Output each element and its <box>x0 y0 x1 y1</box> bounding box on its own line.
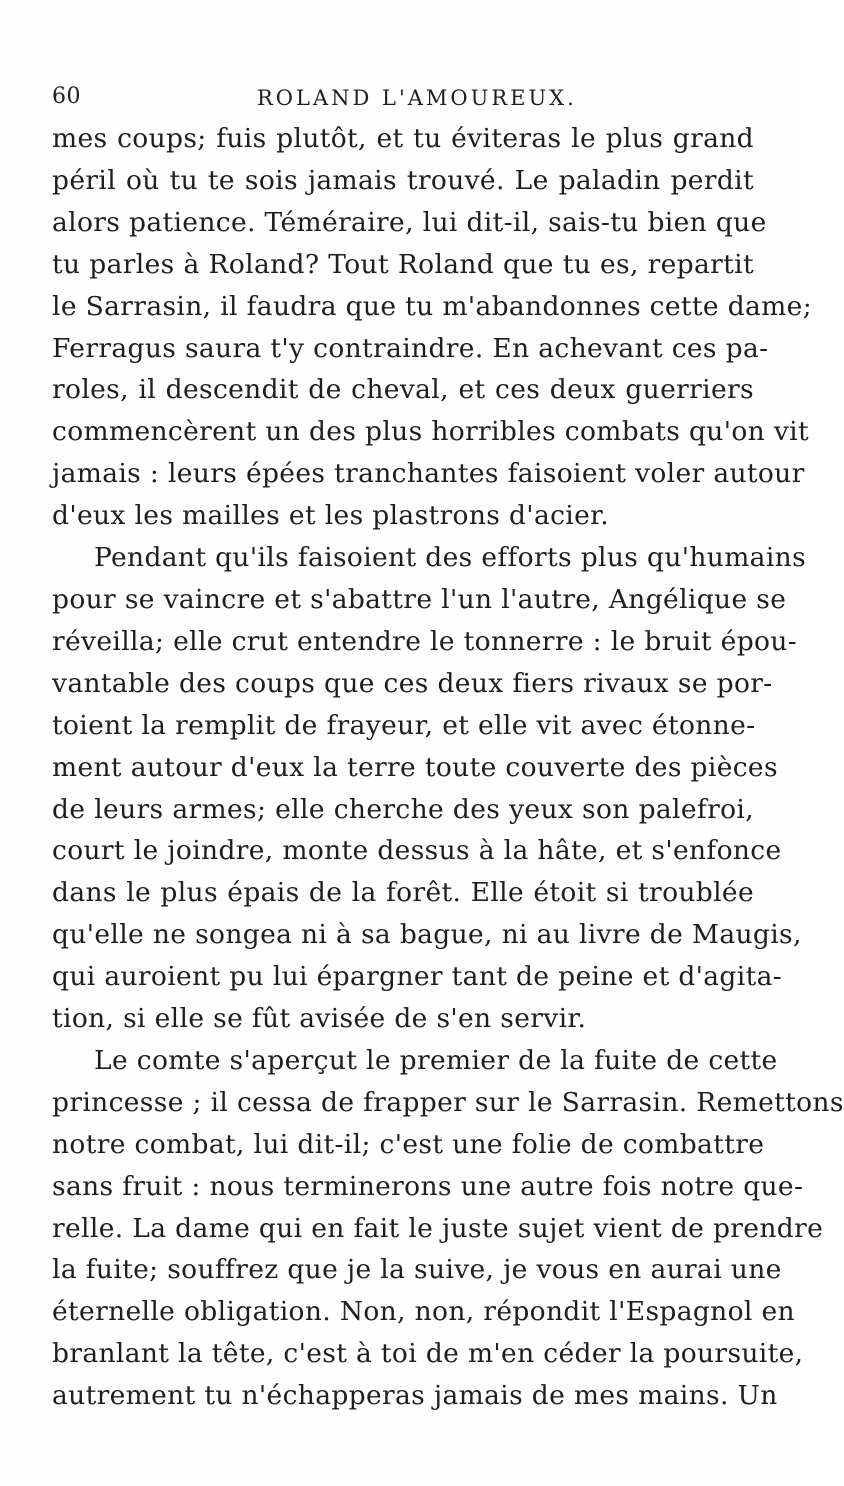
text-line: commencèrent un des plus horribles combats qu'on vit <box>52 416 809 448</box>
body-text <box>52 118 844 1417</box>
text-line: autrement tu n'échapperas jamais de mes mains. Un <box>52 1380 778 1412</box>
running-title: ROLAND L'AMOUREUX. <box>257 86 577 110</box>
text-line: tu parles à Roland? Tout Roland que tu es, repartit <box>52 248 754 280</box>
text-line: la fuite; souffrez que je la suive, je vous en aurai une <box>52 1254 782 1286</box>
text-line: court le joindre, monte dessus à la hâte, et s'enfonce <box>52 835 782 867</box>
text-line: sans fruit : nous terminerons une autre fois notre que- <box>52 1170 804 1202</box>
text-line: ment autour d'eux la terre toute couverte des pièces <box>52 751 778 783</box>
text-line: notre combat, lui dit-il; c'est une folie de combattre <box>52 1128 765 1160</box>
text-line: toient la remplit de frayeur, et elle vit avec étonne- <box>52 709 756 741</box>
text-line: mes coups; fuis plutôt, et tu éviteras le plus grand <box>52 123 754 154</box>
text-line: le Sarrasin, il faudra que tu m'abandonnes cette dame; <box>52 290 812 322</box>
text-line: Ferragus saura t'y contraindre. En achevant ces pa- <box>52 332 769 364</box>
text-line: Le comte s'aperçut le premier de la fuite de cette <box>94 1044 778 1076</box>
text-line: alors patience. Téméraire, lui dit-il, sais-tu bien que <box>52 206 767 238</box>
text-line: princesse ; il cessa de frapper sur le Sarrasin. Remettons <box>52 1086 844 1118</box>
page-number: 60 <box>52 84 81 109</box>
text-line: qu'elle ne songea ni à sa bague, ni au livre de Maugis, <box>52 919 802 951</box>
paragraph-3 <box>52 1040 844 1417</box>
text-line: réveilla; elle crut entendre le tonnerre : le bruit épou- <box>52 625 798 657</box>
text-line: roles, il descendit de cheval, et ces deux guerriers <box>52 374 754 406</box>
text-line: éternelle obligation. Non, non, répondit l'Espagnol en <box>52 1296 795 1328</box>
text-line: vantable des coups que ces deux fiers rivaux se por- <box>52 667 773 699</box>
text-line: tion, si elle se fût avisée de s'en servir. <box>52 1003 587 1035</box>
text-line: d'eux les mailles et les plastrons d'acier. <box>52 500 610 532</box>
text-line: dans le plus épais de la forêt. Elle étoit si troublée <box>52 877 754 909</box>
text-line: de leurs armes; elle cherche des yeux son palefroi, <box>52 793 754 825</box>
text-line: branlant la tête, c'est à toi de m'en céder la poursuite, <box>52 1338 804 1370</box>
text-line: qui auroient pu lui épargner tant de peine et d'agita- <box>52 961 783 993</box>
text-line: jamais : leurs épées tranchantes faisoient voler autour <box>52 458 805 490</box>
running-head <box>52 84 752 120</box>
paragraph-1 <box>52 118 812 537</box>
text-line: Pendant qu'ils faisoient des efforts plus qu'humains <box>94 542 807 574</box>
text-line: pour se vaincre et s'abattre l'un l'autre, Angélique se <box>52 583 787 615</box>
text-line: péril où tu te sois jamais trouvé. Le paladin perdit <box>52 164 754 196</box>
text-line: relle. La dame qui en fait le juste sujet vient de prendre <box>52 1212 824 1244</box>
paragraph-2 <box>52 537 807 1040</box>
